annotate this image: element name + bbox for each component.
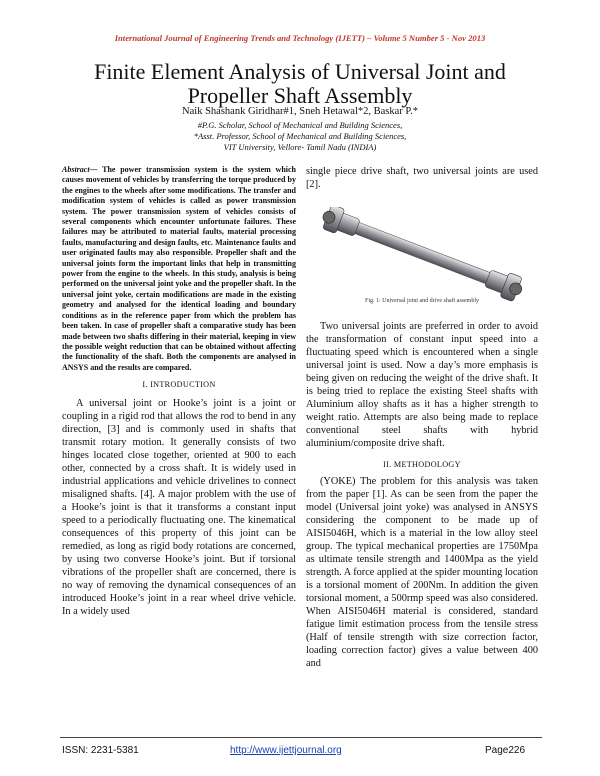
drive-shaft-image [306, 207, 538, 302]
abstract [62, 165, 296, 373]
affiliation-line-3: VIT University, Vellore- Tamil Nadu (INDIA) [223, 142, 377, 152]
introduction-heading: I. INTRODUCTION [142, 380, 216, 389]
footer-journal-link[interactable]: http://www.ijettjournal.org [230, 745, 342, 756]
footer-divider [60, 737, 542, 738]
introduction-paragraph: A universal joint or Hooke’s joint is a joint or coupling in a rigid rod that allows the rod to bend in any direction, [3] and is commonly used in shafts that transmit rotary motion. It generally consists of two hinges located close together, oriented at 900 to each other, connected by a cross shaft. It is widely used in industrial applications and vehicle drivelines to connect misaligned shafts. [4]. A major problem with the use of a Hooke’s joint is that it transforms a constant input speed to a periodically fluctuating one. The kinematical consequences of this property of this joint can be remedied, as long as rigid body rotations are concerned, by using two converse Hooke’s joint. But if torsional vibrations of the propeller shaft are concerned, there is no way of removing the dynamical consequences of an introduced Hooke’s joint in a rear wheel drive vehicle. In a widely used [62, 398, 296, 617]
journal-header: International Journal of Engineering Trends and Technology (IJETT) – Volume 5 Number 5 - Nov 2013 [114, 33, 486, 43]
figure-drive-shaft [306, 207, 538, 302]
abstract-text: The power transmission system is the system which causes movement of vehicles by transferring the torque produced by the engines to the wheels after some modifications. The transfer and modification system of vehicles is called as power transmission system. The power transmission system of vehicles consists of several components which encounter unfortunate failures. These failures may be attributed to material faults, material processing faults, manufacturing and design faults, etc. Maintenance faults and user originated faults may also responsible. Propeller shaft and the universal joints form the important links that help in transmitting power from the engine to the wheels. In this study, analysis is being performed on the universal joint yoke and the propeller shaft. In the universal joint yoke, certain modifications are made in the existing geometry and analysed for the identical loading and boundary conditions as in the reference paper from which the problem has been taken. In case of propeller shaft a comparative study has been made between two shafts differing in their material, keeping in view the possible weight reduction that can be obtained without affecting the functionality of the shaft. Both the components are analysed in ANSYS and the results are compared. [62, 165, 296, 372]
drive-shaft-paragraph: Two universal joints are preferred in order to avoid the transformation of constant input speed into a fluctuating speed which is encountered when a single universal joint is used. Now a day’s more emphasis is being given on reducing the weight of the drive shaft. It is being tried to replace the existing Steel shafts with Aluminium alloy shafts as it has a higher strength to weight ratio. Attempts are also being made to replace conventional steel shafts with hybrid aluminium/composite drive shaft. [306, 321, 538, 449]
affiliation-line-1: #P.G. Scholar, School of Mechanical and Building Sciences, [197, 120, 403, 130]
affiliation-line-2: *Asst. Professor, School of Mechanical and Building Sciences, [193, 131, 407, 141]
methodology-paragraph: (YOKE) The problem for this analysis was taken from the paper [1]. As can be seen from the paper the model (Universal joint yoke) was analysed in ANSYS considering the component to be made up of AISI5046H, which is a material in the low alloy steel group. The typical mechanical properties are 1750Mpa as ultimate tensile strength and 1400Mpa as the yield strength. A force applied at the spider mounting location is a torsional moment of 200Nm. In addition the given torsional moment, a 500rmp speed was also considered. When AISI5046H material is considered, standard fatigue limit estimation process from the tensile stress (Half of tensile strength with size correction factor, loading correction factor) gives a value between 400 and [306, 476, 538, 669]
methodology-heading: II. METHODOLOGY [383, 460, 461, 469]
paper-title: Finite Element Analysis of Universal Joint and Propeller Shaft Assembly [94, 59, 506, 108]
footer-page-number: Page226 [485, 745, 526, 756]
right-column-body [306, 320, 538, 670]
introduction-section [62, 378, 296, 618]
author-list: Naik Shashank Giridhar#1, Sneh Hetawal*2, Baskar P.* [182, 106, 418, 117]
figure-caption: Fig. 1: Universal joint and drive shaft assembly [365, 298, 479, 304]
right-column-top-text: single piece drive shaft, two universal joints are used [2]. [306, 166, 538, 190]
footer-issn: ISSN: 2231-5381 [62, 745, 139, 756]
abstract-lead: Abstract— [62, 165, 98, 174]
